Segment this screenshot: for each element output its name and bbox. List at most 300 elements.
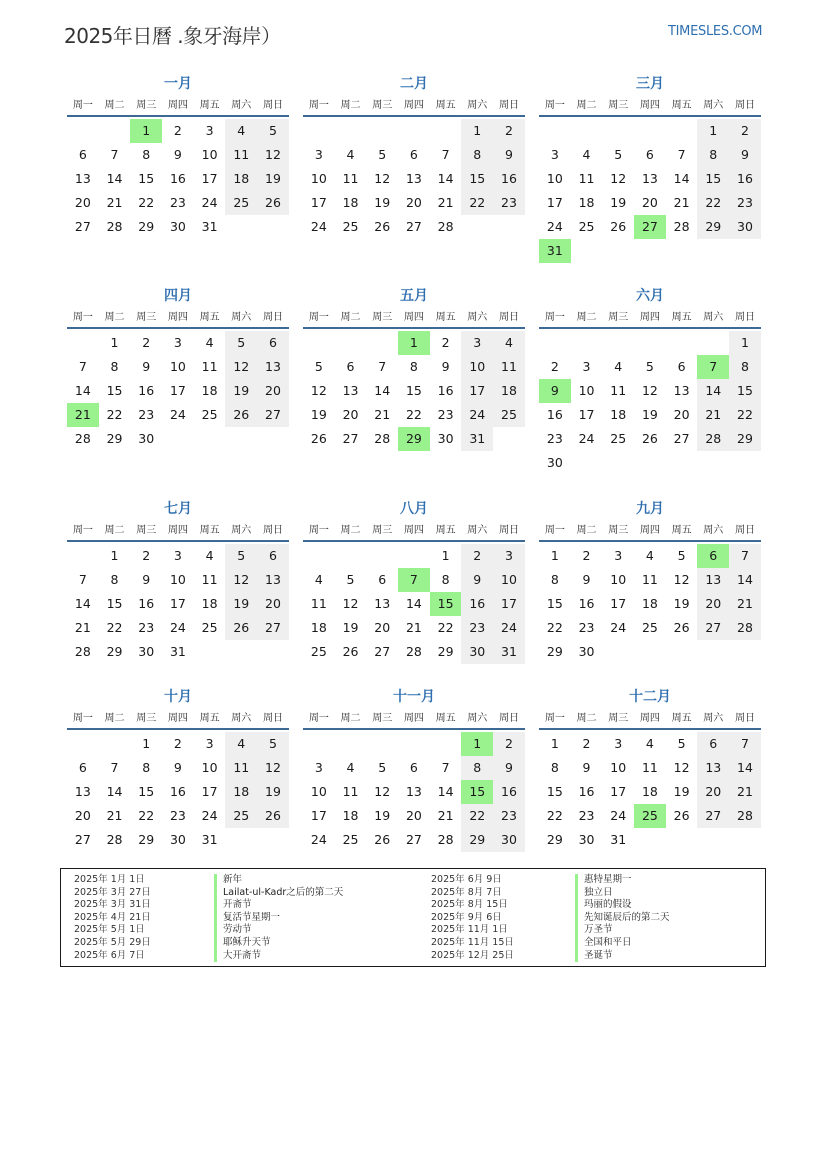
day-cell: 16 <box>493 780 525 804</box>
day-cell: 8 <box>409 359 418 374</box>
day-cell: 6 <box>645 147 654 162</box>
month-title: 一月 <box>164 76 192 92</box>
day-cell: 27 <box>405 832 422 847</box>
day-cell: 18 <box>342 808 359 823</box>
day-cell: 17 <box>610 784 627 799</box>
weekday-label: 周二 <box>340 525 361 536</box>
day-cell: 26 <box>374 219 391 234</box>
day-cell: 7 <box>110 760 119 775</box>
day-cell: 5 <box>378 760 387 775</box>
holiday-name: 劳动节 <box>214 924 343 937</box>
day-cell: 19 <box>673 784 690 799</box>
empty-day-cell <box>571 119 603 143</box>
day-cell: 24 <box>493 616 525 640</box>
day-cell: 10 <box>201 147 218 162</box>
holiday-date: 2025年 1月 1日 <box>74 874 145 885</box>
weekday-label: 周一 <box>308 525 329 536</box>
holiday-name: 全国和平日 <box>575 937 670 950</box>
weekday-label: 周六 <box>703 312 724 323</box>
weekday-label: 周六 <box>467 525 488 536</box>
empty-day-cell <box>602 331 634 355</box>
day-cell: 14 <box>74 596 91 611</box>
day-cell: 13 <box>641 171 658 186</box>
day-cell: 26 <box>225 403 257 427</box>
month-title: 九月 <box>636 501 664 517</box>
weekday-label: 周六 <box>231 525 252 536</box>
empty-day-cell <box>225 215 257 239</box>
day-cell: 30 <box>729 215 761 239</box>
day-cell: 6 <box>257 544 289 568</box>
day-cell: 4 <box>205 548 214 563</box>
day-cell: 8 <box>550 572 559 587</box>
day-cell: 6 <box>78 147 87 162</box>
weekday-label: 周六 <box>467 713 488 724</box>
day-cell: 16 <box>493 167 525 191</box>
empty-day-cell <box>303 119 335 143</box>
day-cell: 11 <box>641 760 658 775</box>
day-cell: 25 <box>225 804 257 828</box>
day-cell: 29 <box>106 644 123 659</box>
day-cell: 24 <box>310 832 327 847</box>
day-cell: 9 <box>142 572 151 587</box>
day-cell: 18 <box>342 195 359 210</box>
day-cell: 24 <box>169 620 186 635</box>
day-cell: 16 <box>461 592 493 616</box>
weekday-label: 周日 <box>734 312 755 323</box>
weekday-header <box>303 96 525 117</box>
day-cell: 16 <box>578 596 595 611</box>
day-grid <box>539 119 761 263</box>
day-cell: 27 <box>74 832 91 847</box>
holiday-name: 先知诞辰后的第二天 <box>575 912 670 925</box>
weekday-label: 周三 <box>136 312 157 323</box>
day-cell: 5 <box>677 736 686 751</box>
day-cell: 10 <box>610 572 627 587</box>
day-cell: 26 <box>641 431 658 446</box>
weekday-label: 周三 <box>372 312 393 323</box>
day-cell: 14 <box>106 171 123 186</box>
day-cell: 28 <box>437 832 454 847</box>
day-cell: 14 <box>74 383 91 398</box>
day-cell: 2 <box>582 548 591 563</box>
day-cell: 15 <box>461 780 493 804</box>
day-cell: 28 <box>437 219 454 234</box>
day-cell: 22 <box>461 191 493 215</box>
day-cell: 8 <box>461 143 493 167</box>
month-title: 六月 <box>636 288 664 304</box>
day-cell: 21 <box>729 592 761 616</box>
month-9 <box>539 497 761 664</box>
weekday-label: 周四 <box>639 312 660 323</box>
day-cell: 4 <box>346 147 355 162</box>
day-cell: 24 <box>610 620 627 635</box>
day-cell: 17 <box>310 195 327 210</box>
empty-day-cell <box>257 215 289 239</box>
day-cell: 16 <box>169 784 186 799</box>
empty-day-cell <box>335 732 367 756</box>
weekday-label: 周五 <box>671 312 692 323</box>
day-cell: 3 <box>314 760 323 775</box>
weekday-label: 周四 <box>403 713 424 724</box>
day-cell: 28 <box>106 832 123 847</box>
day-cell: 9 <box>173 147 182 162</box>
month-2 <box>303 72 525 239</box>
day-cell: 7 <box>378 359 387 374</box>
empty-day-cell <box>602 239 634 263</box>
day-cell: 29 <box>546 644 563 659</box>
day-cell: 23 <box>169 808 186 823</box>
day-cell: 12 <box>374 171 391 186</box>
month-1 <box>67 72 289 239</box>
day-grid <box>303 119 525 239</box>
day-cell: 18 <box>310 620 327 635</box>
weekday-header <box>67 709 289 730</box>
empty-day-cell <box>67 331 99 355</box>
day-cell: 3 <box>205 123 214 138</box>
empty-day-cell <box>225 828 257 852</box>
day-cell: 25 <box>310 644 327 659</box>
day-cell: 7 <box>398 568 430 592</box>
day-cell: 17 <box>310 808 327 823</box>
day-cell: 10 <box>310 784 327 799</box>
weekday-label: 周二 <box>104 312 125 323</box>
weekday-label: 周五 <box>435 100 456 111</box>
day-cell: 8 <box>142 147 151 162</box>
empty-day-cell <box>634 239 666 263</box>
day-cell: 17 <box>546 195 563 210</box>
weekday-label: 周一 <box>308 312 329 323</box>
day-cell: 23 <box>169 195 186 210</box>
empty-day-cell <box>602 640 634 664</box>
weekday-label: 周日 <box>498 713 519 724</box>
day-cell: 17 <box>169 383 186 398</box>
empty-day-cell <box>67 119 99 143</box>
day-grid <box>539 732 761 852</box>
day-cell: 6 <box>697 544 729 568</box>
day-cell: 14 <box>437 171 454 186</box>
day-cell: 31 <box>610 832 627 847</box>
day-cell: 31 <box>201 832 218 847</box>
weekday-label: 周二 <box>104 713 125 724</box>
day-cell: 15 <box>546 784 563 799</box>
day-cell: 12 <box>225 568 257 592</box>
day-cell: 29 <box>461 828 493 852</box>
empty-day-cell <box>257 828 289 852</box>
weekday-label: 周日 <box>734 525 755 536</box>
day-cell: 5 <box>378 147 387 162</box>
day-cell: 15 <box>138 784 155 799</box>
weekday-label: 周五 <box>199 312 220 323</box>
month-title: 二月 <box>400 76 428 92</box>
holiday-date: 2025年 8月 7日 <box>431 886 502 898</box>
day-cell: 24 <box>201 195 218 210</box>
day-cell: 22 <box>437 620 454 635</box>
day-grid <box>67 732 289 852</box>
empty-day-cell <box>366 331 398 355</box>
empty-day-cell <box>67 544 99 568</box>
day-cell: 27 <box>634 215 666 239</box>
weekday-label: 周六 <box>703 525 724 536</box>
day-cell: 11 <box>641 572 658 587</box>
day-cell: 2 <box>493 119 525 143</box>
month-title: 三月 <box>636 76 664 92</box>
weekday-header <box>67 521 289 542</box>
day-cell: 3 <box>550 147 559 162</box>
day-cell: 9 <box>493 756 525 780</box>
day-cell: 5 <box>257 119 289 143</box>
holiday-date: 2025年 8月 15日 <box>431 899 508 911</box>
weekday-header <box>303 308 525 329</box>
empty-day-cell <box>666 451 698 475</box>
day-cell: 12 <box>673 760 690 775</box>
month-title: 十一月 <box>393 689 435 705</box>
holiday-date: 2025年 6月 7日 <box>74 949 145 961</box>
day-cell: 15 <box>461 167 493 191</box>
day-cell: 7 <box>729 732 761 756</box>
day-cell: 28 <box>729 804 761 828</box>
day-cell: 20 <box>74 195 91 210</box>
day-cell: 5 <box>645 359 654 374</box>
day-cell: 3 <box>205 736 214 751</box>
empty-day-cell <box>697 451 729 475</box>
empty-day-cell <box>493 427 525 451</box>
weekday-label: 周日 <box>498 100 519 111</box>
day-cell: 23 <box>578 620 595 635</box>
day-cell: 14 <box>729 756 761 780</box>
day-cell: 22 <box>106 620 123 635</box>
empty-day-cell <box>539 331 571 355</box>
empty-day-cell <box>225 427 257 451</box>
day-cell: 8 <box>461 756 493 780</box>
weekday-label: 周日 <box>262 312 283 323</box>
empty-day-cell <box>335 331 367 355</box>
day-cell: 22 <box>106 407 123 422</box>
day-cell: 8 <box>729 355 761 379</box>
day-cell: 4 <box>346 760 355 775</box>
day-cell: 16 <box>546 407 563 422</box>
weekday-label: 周三 <box>608 525 629 536</box>
empty-day-cell <box>697 331 729 355</box>
day-cell: 18 <box>493 379 525 403</box>
day-grid <box>67 119 289 239</box>
day-cell: 24 <box>169 407 186 422</box>
day-cell: 8 <box>142 760 151 775</box>
day-cell: 9 <box>441 359 450 374</box>
month-6 <box>539 284 761 475</box>
empty-day-cell <box>666 828 698 852</box>
day-cell: 4 <box>645 548 654 563</box>
day-cell: 14 <box>106 784 123 799</box>
day-cell: 2 <box>441 335 450 350</box>
empty-day-cell <box>666 640 698 664</box>
day-cell: 13 <box>405 784 422 799</box>
empty-day-cell <box>398 119 430 143</box>
day-cell: 6 <box>78 760 87 775</box>
day-cell: 22 <box>461 804 493 828</box>
day-cell: 21 <box>729 780 761 804</box>
weekday-label: 周四 <box>403 312 424 323</box>
day-cell: 12 <box>673 572 690 587</box>
day-cell: 13 <box>257 568 289 592</box>
day-cell: 17 <box>493 592 525 616</box>
day-cell: 8 <box>110 572 119 587</box>
day-cell: 23 <box>729 191 761 215</box>
day-cell: 11 <box>342 171 359 186</box>
empty-day-cell <box>634 828 666 852</box>
day-cell: 20 <box>374 620 391 635</box>
day-cell: 1 <box>550 736 559 751</box>
day-cell: 30 <box>578 644 595 659</box>
holiday-date: 2025年 11月 15日 <box>431 936 514 948</box>
weekday-label: 周五 <box>671 713 692 724</box>
day-cell: 1 <box>130 119 162 143</box>
day-cell: 3 <box>173 335 182 350</box>
day-cell: 21 <box>405 620 422 635</box>
day-cell: 12 <box>257 143 289 167</box>
month-title: 八月 <box>400 501 428 517</box>
weekday-label: 周二 <box>576 713 597 724</box>
day-cell: 12 <box>374 784 391 799</box>
day-cell: 15 <box>729 379 761 403</box>
weekday-label: 周四 <box>167 312 188 323</box>
day-cell: 21 <box>673 195 690 210</box>
day-cell: 27 <box>697 804 729 828</box>
day-cell: 11 <box>610 383 627 398</box>
day-cell: 30 <box>169 832 186 847</box>
day-cell: 7 <box>78 359 87 374</box>
weekday-header <box>539 521 761 542</box>
day-cell: 15 <box>405 383 422 398</box>
day-cell: 19 <box>673 596 690 611</box>
day-cell: 2 <box>142 548 151 563</box>
day-cell: 2 <box>173 123 182 138</box>
empty-day-cell <box>303 331 335 355</box>
day-cell: 2 <box>142 335 151 350</box>
day-cell: 27 <box>74 219 91 234</box>
day-cell: 18 <box>225 780 257 804</box>
empty-day-cell <box>430 732 462 756</box>
day-cell: 7 <box>697 355 729 379</box>
day-cell: 22 <box>546 620 563 635</box>
day-cell: 3 <box>173 548 182 563</box>
day-cell: 18 <box>578 195 595 210</box>
month-10 <box>67 685 289 852</box>
day-cell: 25 <box>641 620 658 635</box>
day-cell: 9 <box>493 143 525 167</box>
day-cell: 27 <box>257 616 289 640</box>
day-cell: 6 <box>378 572 387 587</box>
day-grid <box>67 331 289 451</box>
day-cell: 4 <box>614 359 623 374</box>
weekday-label: 周三 <box>136 525 157 536</box>
day-cell: 23 <box>437 407 454 422</box>
day-cell: 26 <box>374 832 391 847</box>
day-cell: 25 <box>342 219 359 234</box>
day-cell: 21 <box>697 403 729 427</box>
day-cell: 24 <box>461 403 493 427</box>
day-cell: 3 <box>314 147 323 162</box>
day-cell: 5 <box>225 331 257 355</box>
day-cell: 30 <box>461 640 493 664</box>
empty-day-cell <box>303 732 335 756</box>
day-cell: 17 <box>578 407 595 422</box>
weekday-label: 周五 <box>199 100 220 111</box>
day-cell: 16 <box>729 167 761 191</box>
day-cell: 6 <box>677 359 686 374</box>
day-cell: 6 <box>697 732 729 756</box>
day-cell: 26 <box>610 219 627 234</box>
weekday-label: 周四 <box>167 713 188 724</box>
day-cell: 15 <box>106 383 123 398</box>
empty-day-cell <box>194 640 226 664</box>
day-cell: 23 <box>461 616 493 640</box>
day-cell: 14 <box>405 596 422 611</box>
empty-day-cell <box>430 119 462 143</box>
day-cell: 21 <box>437 195 454 210</box>
day-cell: 9 <box>582 760 591 775</box>
day-cell: 11 <box>201 359 218 374</box>
weekday-label: 周二 <box>340 100 361 111</box>
day-cell: 15 <box>546 596 563 611</box>
weekday-label: 周日 <box>262 525 283 536</box>
day-cell: 28 <box>729 616 761 640</box>
day-cell: 10 <box>578 383 595 398</box>
day-cell: 21 <box>374 407 391 422</box>
day-cell: 13 <box>342 383 359 398</box>
weekday-label: 周日 <box>498 312 519 323</box>
day-cell: 20 <box>74 808 91 823</box>
weekday-label: 周三 <box>608 312 629 323</box>
day-cell: 11 <box>201 572 218 587</box>
day-cell: 30 <box>169 219 186 234</box>
day-cell: 17 <box>169 596 186 611</box>
holiday-date: 2025年 12月 25日 <box>431 949 514 961</box>
empty-day-cell <box>398 732 430 756</box>
weekday-label: 周日 <box>498 525 519 536</box>
day-cell: 14 <box>697 379 729 403</box>
day-cell: 13 <box>697 568 729 592</box>
empty-day-cell <box>225 640 257 664</box>
empty-day-cell <box>67 732 99 756</box>
day-cell: 5 <box>314 359 323 374</box>
empty-day-cell <box>539 119 571 143</box>
day-cell: 16 <box>169 171 186 186</box>
day-cell: 1 <box>461 732 493 756</box>
empty-day-cell <box>666 331 698 355</box>
weekday-label: 周五 <box>671 100 692 111</box>
holiday-dates-left <box>74 874 151 962</box>
day-cell: 28 <box>374 431 391 446</box>
month-title: 十二月 <box>629 689 671 705</box>
weekday-label: 周一 <box>72 100 93 111</box>
day-cell: 27 <box>374 644 391 659</box>
day-cell: 31 <box>539 239 571 263</box>
weekday-label: 周日 <box>262 100 283 111</box>
day-cell: 30 <box>546 455 563 470</box>
day-cell: 18 <box>641 596 658 611</box>
day-cell: 31 <box>493 640 525 664</box>
day-cell: 12 <box>310 383 327 398</box>
day-cell: 2 <box>493 732 525 756</box>
day-cell: 23 <box>493 804 525 828</box>
day-cell: 28 <box>106 219 123 234</box>
day-cell: 29 <box>546 832 563 847</box>
day-cell: 11 <box>225 756 257 780</box>
weekday-header <box>303 709 525 730</box>
empty-day-cell <box>634 331 666 355</box>
day-cell: 12 <box>342 596 359 611</box>
weekday-label: 周六 <box>703 713 724 724</box>
